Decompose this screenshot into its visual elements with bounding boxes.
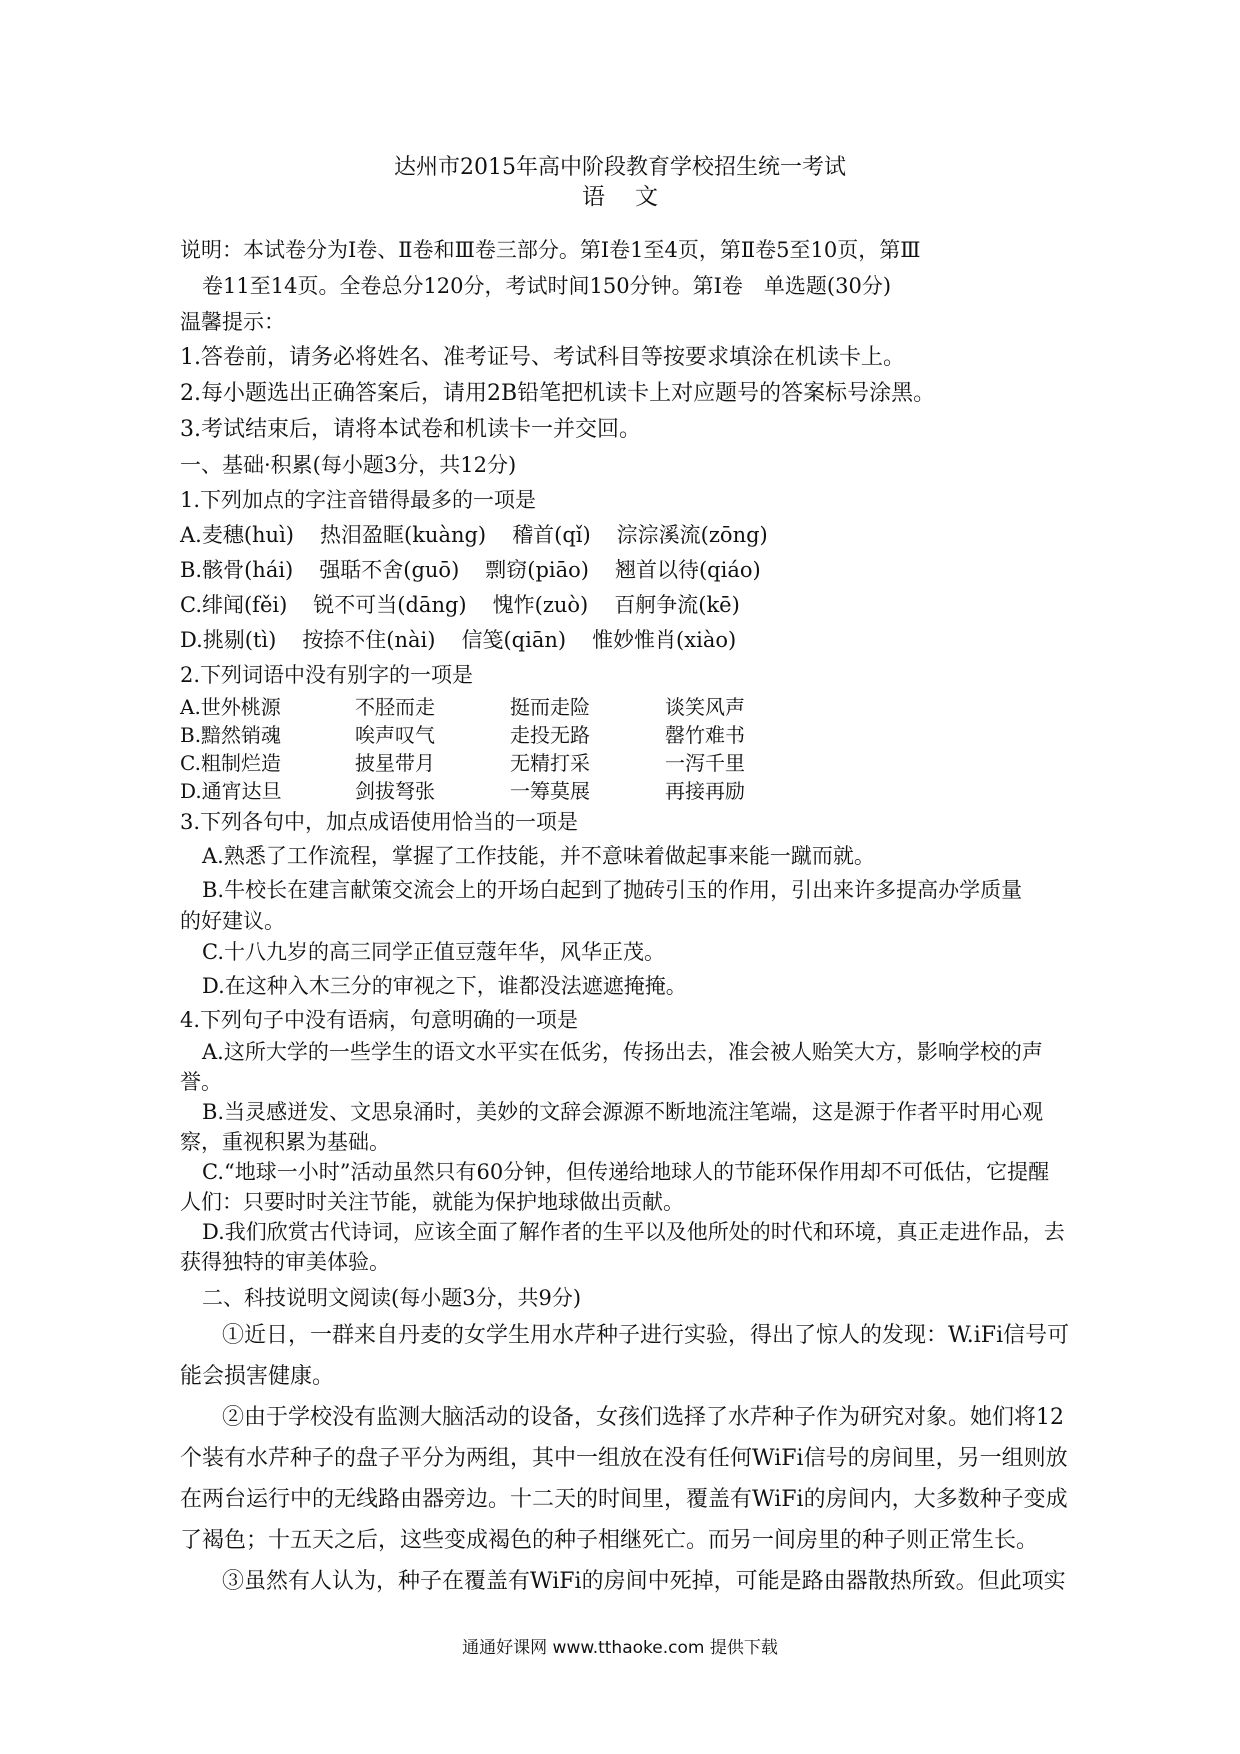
q1-c-3: 愧怍(zuò) [492,593,589,617]
passage-paragraph-2: ②由于学校没有监测大脑活动的设备，女孩们选择了水芹种子作为研究对象。她们将12个装有水芹种子的盘子平分为两组，其中一组放在没有任何WiFi信号的房间里，另一组则放在两台运行中的无线路由器旁边。十二天的时间里，覆盖有WiFi的房间内，大多数种子变成了褐色；十五天之后，这些变成褐色的种子相继死亡。而另一间房里的种子则正常生长。 [180,1405,1068,1553]
q2-b-1: B.黯然销魂 [180,723,282,747]
q1-d-1: D.挑剔(tì) [180,628,277,652]
q3-option-a: A.熟悉了工作流程，掌握了工作技能，并不意味着做起事来能一蹴而就。 [202,844,875,868]
q2-b-2: 唉声叹气 [355,723,435,747]
tip-2: 2.每小题选出正确答案后，请用2B铅笔把机读卡上对应题号的答案标号涂黑。 [180,381,936,406]
q3-option-c: C.十八九岁的高三同学正值豆蔻年华，风华正茂。 [202,940,665,964]
q2-c-1: C.粗制烂造 [180,751,281,775]
q1-d-3: 信笺(qiān) [461,628,567,652]
q1-option-c [180,588,1070,623]
q2-d-3: 一筹莫展 [510,779,590,803]
section-1-heading: 一、基础·积累(每小题3分，共12分) [180,453,517,477]
q1-c-2: 锐不可当(dāng) [313,593,467,617]
tip-3: 3.考试结束后，请将本试卷和机读卡一并交回。 [180,417,641,442]
q2-a-2: 不胫而走 [355,695,435,719]
q1-b-4: 翘首以待(qiáo) [614,558,761,582]
footer-download-notice: 通通好课网 www.tthaoke.com 提供下载 [462,1638,778,1658]
q1-d-2: 按捺不住(nài) [302,628,436,652]
q3-stem: 3.下列各句中，加点成语使用恰当的一项是 [180,810,579,834]
q2-options-grid [180,693,1070,805]
q2-stem: 2.下列词语中没有别字的一项是 [180,663,474,687]
passage-paragraph-1: ①近日，一群来自丹麦的女学生用水芹种子进行实验，得出了惊人的发现：W.iFi信号可能会损害健康。 [180,1323,1070,1389]
q3-option-d: D.在这种入木三分的审视之下，谁都没法遮遮掩掩。 [202,974,687,998]
q4-stem: 4.下列句子中没有语病，句意明确的一项是 [180,1008,579,1032]
q4-option-b: B.当灵感迸发、文思泉涌时，美妙的文辞会源源不断地流注笔端，这是源于作者平时用心观察，重视积累为基础。 [180,1100,1044,1154]
exam-body [180,232,1070,1602]
q3-option-b-line-1: B.牛校长在建言献策交流会上的开场白起到了抛砖引玉的作用，引出来许多提高办学质量 [202,878,1023,902]
q2-b-3: 走投无路 [510,723,590,747]
q2-c-4: 一泻千里 [665,751,745,775]
q2-c-2: 披星带月 [355,751,435,775]
q1-option-b [180,553,1070,588]
q1-a-2: 热泪盈眶(kuàng) [320,523,487,547]
q2-d-4: 再接再励 [665,779,745,803]
q2-d-2: 剑拔弩张 [355,779,435,803]
q1-d-4: 惟妙惟肖(xiào) [592,628,737,652]
q1-option-d [180,623,1070,658]
instructions-line-2: 卷11至14页。全卷总分120分，考试时间150分钟。第Ⅰ卷 单选题(30分) [202,274,892,298]
q1-a-4: 淙淙溪流(zōng) [616,523,768,547]
q1-b-1: B.骸骨(hái) [180,558,294,582]
exam-title: 达州市2015年高中阶段教育学校招生统一考试 [394,155,846,180]
q2-b-4: 罄竹难书 [665,723,745,747]
q2-c-3: 无精打采 [510,751,590,775]
q2-a-4: 谈笑风声 [665,695,745,719]
q1-b-3: 剽窃(piāo) [485,558,589,582]
q4-option-a: A.这所大学的一些学生的语文水平实在低劣，传扬出去，准会被人贻笑大方，影响学校的声誉。 [180,1040,1043,1094]
exam-subject: 语文 [582,184,688,210]
instructions [180,232,1070,448]
instructions-line-1: 说明：本试卷分为Ⅰ卷、Ⅱ卷和Ⅲ卷三部分。第Ⅰ卷1至4页，第Ⅱ卷5至10页，第Ⅲ [180,238,921,262]
q2-a-3: 挺而走险 [510,695,590,719]
q3-option-b-line-2: 的好建议。 [180,909,285,933]
q1-a-3: 稽首(qǐ) [512,523,591,547]
section-2-heading: 二、科技说明文阅读(每小题3分，共9分) [202,1286,582,1310]
q1-c-4: 百舸争流(kē) [614,593,740,617]
q1-option-a [180,518,1070,553]
q1-b-2: 强聒不舍(guō) [319,558,460,582]
q1-stem: 1.下列加点的字注音错得最多的一项是 [180,488,537,512]
q2-d-1: D.通宵达旦 [180,779,282,803]
q1-a-1: A.麦穗(huì) [180,523,294,547]
passage-paragraph-3: ③虽然有人认为，种子在覆盖有WiFi的房间中死掉，可能是路由器散热所致。但此项实 [222,1569,1066,1594]
tip-1: 1.答卷前，请务必将姓名、准考证号、考试科目等按要求填涂在机读卡上。 [180,345,905,370]
q4-option-d: D.我们欣赏古代诗词，应该全面了解作者的生平以及他所处的时代和环境，真正走进作品，去获得独特的审美体验。 [180,1220,1065,1274]
q4-option-c: C.“地球一小时”活动虽然只有60分钟，但传递给地球人的节能环保作用却不可低估，它提醒人们：只要时时关注节能，就能为保护地球做出贡献。 [180,1160,1050,1214]
tips-label: 温馨提示： [180,310,285,334]
q1-c-1: C.绯闻(fěi) [180,593,288,617]
q2-a-1: A.世外桃源 [180,695,281,719]
